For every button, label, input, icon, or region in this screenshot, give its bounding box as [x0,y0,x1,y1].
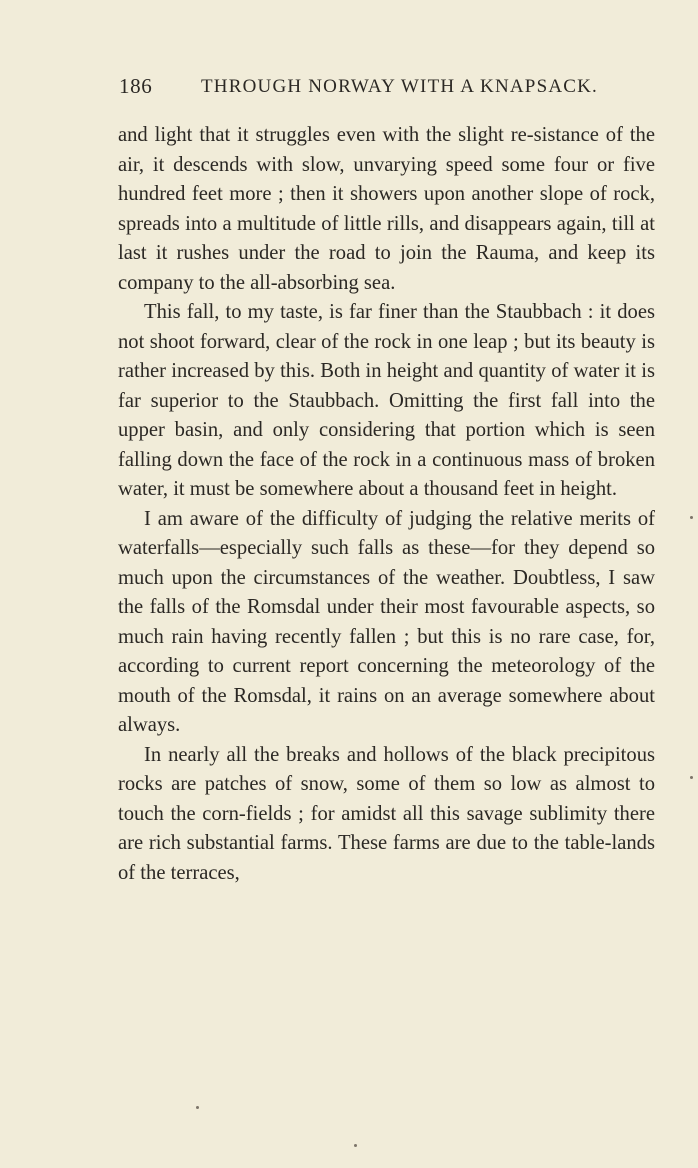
paragraph: In nearly all the breaks and hollows of the black precipitous rocks are patches of snow, some of them so low as almost to touch the corn-fields ; for amidst all this savage sublimity there are rich substantial farms. These farms are due to the table-lands of the terraces, [118,743,655,884]
paragraph: and light that it struggles even with the slight re-sistance of the air, it descends with slow, unvarying speed some four or five hundred feet more ; then it showers upon another slope of rock, spreads into a multitude of little rills, and disappears again, till at last it rushes under the road to join the Rauma, and keep its company to the all-absorbing sea. [118,124,655,294]
page-header [119,74,659,106]
body-text [118,121,655,888]
running-title: THROUGH NORWAY WITH A KNAPSACK. [201,76,599,97]
paper-speck [690,516,693,519]
paragraph: This fall, to my taste, is far finer than the Staubbach : it does not shoot forward, clear of the rock in one leap ; but its beauty is rather increased by this. Both in height and quantity of water it is far superior to the Staubbach. Omitting the first fall into the upper basin, and only considering that portion which is seen falling down the face of the rock in a continuous mass of broken water, it must be somewhere about a thousand feet in height. [118,301,655,500]
paper-speck [354,1144,357,1147]
paper-speck [196,1106,199,1109]
page-number: 186 [119,74,153,98]
paper-speck [690,776,693,779]
paragraph: I am aware of the difficulty of judging the relative merits of waterfalls—especially such falls as these—for they depend so much upon the circumstances of the weather. Doubtless, I saw the falls of the Romsdal under their most favourable aspects, so much rain having recently fallen ; but this is no rare case, for, according to current report concerning the meteorology of the mouth of the Romsdal, it rains on an average somewhere about always. [118,507,655,736]
